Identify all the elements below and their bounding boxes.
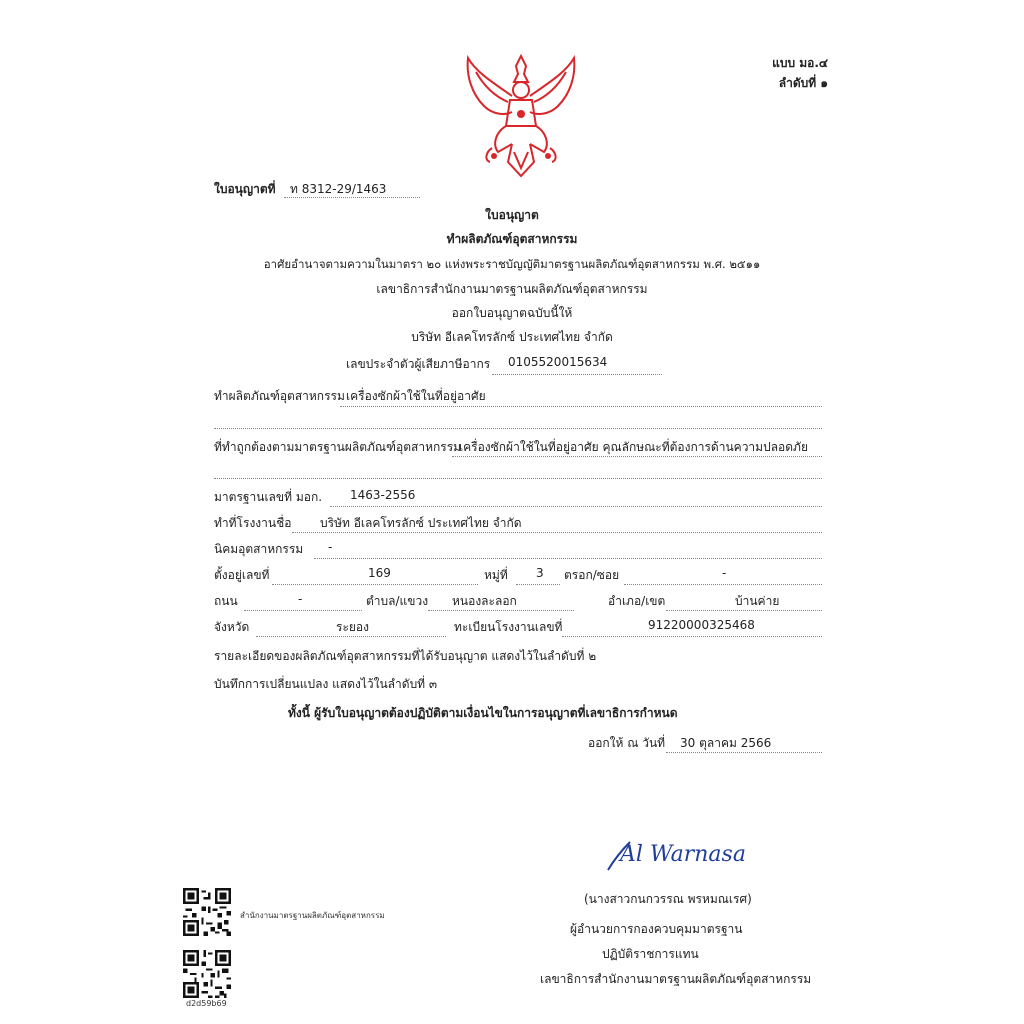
standard-no-value: 1463-2556 — [350, 488, 416, 502]
address-label: ตั้งอยู่เลขที่ — [214, 568, 270, 582]
issue-date-value: 30 ตุลาคม 2566 — [680, 736, 772, 750]
signer-position-1: ผู้อำนวยการกองควบคุมมาตรฐาน — [570, 922, 743, 936]
district-value: บ้านค่าย — [735, 594, 780, 608]
tax-id-value: 0105520015634 — [508, 355, 608, 369]
soi-label: ตรอก/ซอย — [564, 568, 620, 582]
document-title: ใบอนุญาต — [485, 208, 539, 222]
form-order: ลำดับที่ ๑ — [778, 76, 828, 90]
province-value: ระยอง — [336, 620, 369, 634]
standard-no-dots — [330, 506, 822, 507]
road-label: ถนน — [214, 594, 238, 608]
change-line: บันทึกการเปลี่ยนแปลง แสดงไว้ในลำดับที่ ๓ — [214, 677, 438, 691]
document-subtitle: ทำผลิตภัณฑ์อุตสาหกรรม — [446, 232, 578, 246]
signer-name: (นางสาวกนกวรรณ พรหมณเรศ) — [584, 892, 752, 906]
qr-code-icon — [183, 888, 231, 936]
license-no-dots — [284, 197, 420, 198]
form-code: แบบ มอ.๔ — [772, 56, 828, 70]
subdistrict-value: หนองละลอก — [452, 594, 517, 608]
condition-line: ทั้งนี้ ผู้รับใบอนุญาตต้องปฏิบัติตามเงื่อนไขในการอนุญาตที่เลขาธิการกำหนด — [288, 706, 678, 720]
tax-id-label: เลขประจำตัวผู้เสียภาษีอากร — [346, 357, 491, 371]
factory-name-dots — [292, 532, 822, 533]
subdistrict-dots — [428, 610, 574, 611]
standard-no-label: มาตรฐานเลขที่ มอก. — [214, 490, 323, 504]
product-value: เครื่องซักผ้าใช้ในที่อยู่อาศัย — [346, 389, 486, 403]
road-value: - — [298, 592, 303, 606]
signer-position-2: ปฏิบัติราชการแทน — [602, 947, 699, 961]
moo-label: หมู่ที่ — [484, 568, 508, 582]
product-dots-1 — [340, 406, 822, 407]
qr-label: สำนักงานมาตรฐานผลิตภัณฑ์อุตสาหกรรม — [240, 911, 385, 920]
soi-dots — [624, 584, 822, 585]
factory-reg-value: 91220000325468 — [648, 618, 755, 632]
standard-dots-2 — [214, 478, 822, 479]
province-dots — [256, 636, 446, 637]
secretary-line: เลขาธิการสำนักงานมาตรฐานผลิตภัณฑ์อุตสาหกรรม — [376, 282, 648, 296]
tax-id-dots — [492, 374, 662, 375]
factory-name-value: บริษัท อีเลคโทรลักซ์ ประเทศไทย จำกัด — [320, 516, 522, 530]
qr-code-id: d2d59b69 — [186, 999, 227, 1008]
license-no-label: ใบอนุญาตที่ — [214, 182, 276, 196]
standard-dots-1 — [452, 456, 822, 457]
subdistrict-label: ตำบล/แขวง — [366, 594, 429, 608]
estate-value: - — [328, 540, 333, 554]
issue-line: ออกใบอนุญาตฉบับนี้ให้ — [451, 306, 573, 320]
signer-position-3: เลขาธิการสำนักงานมาตรฐานผลิตภัณฑ์อุตสาหกรรม — [540, 972, 812, 986]
estate-dots — [314, 558, 822, 559]
address-value: 169 — [368, 566, 391, 580]
factory-reg-dots — [562, 636, 822, 637]
garuda-emblem — [462, 52, 580, 180]
factory-reg-label: ทะเบียนโรงงานเลขที่ — [454, 620, 563, 634]
address-dots — [272, 584, 478, 585]
estate-label: นิคมอุตสาหกรรม — [214, 542, 304, 556]
issue-date-dots — [666, 752, 822, 753]
standard-label: ที่ทำถูกต้องตามมาตรฐานผลิตภัณฑ์อุตสาหกรรม — [214, 440, 462, 454]
factory-name-label: ทำที่โรงงานชื่อ — [214, 516, 292, 530]
company-name: บริษัท อีเลคโทรลักซ์ ประเทศไทย จำกัด — [411, 330, 613, 344]
license-no-value: ท 8312-29/1463 — [290, 182, 387, 196]
product-label: ทำผลิตภัณฑ์อุตสาหกรรม — [214, 389, 345, 403]
product-dots-2 — [214, 428, 822, 429]
moo-value: 3 — [536, 566, 544, 580]
road-dots — [244, 610, 362, 611]
issue-date-label: ออกให้ ณ วันที่ — [588, 736, 666, 750]
detail-line: รายละเอียดของผลิตภัณฑ์อุตสาหกรรมที่ได้รับอนุญาต แสดงไว้ในลำดับที่ ๒ — [214, 649, 597, 663]
standard-value: เครื่องซักผ้าใช้ในที่อยู่อาศัย คุณลักษณะที่ต้องการด้านความปลอดภัย — [459, 440, 808, 454]
district-label: อำเภอ/เขต — [608, 594, 666, 608]
authority-line: อาศัยอำนาจตามความในมาตรา ๒๐ แห่งพระราชบัญญัติมาตรฐานผลิตภัณฑ์อุตสาหกรรม พ.ศ. ๒๕๑๑ — [263, 257, 761, 271]
moo-dots — [516, 584, 560, 585]
district-dots — [666, 610, 822, 611]
signature-stroke — [604, 840, 634, 872]
qr-code-icon — [183, 950, 231, 998]
province-label: จังหวัด — [214, 620, 250, 634]
soi-value: - — [722, 566, 727, 580]
signature: Al Warnasa — [620, 842, 746, 867]
